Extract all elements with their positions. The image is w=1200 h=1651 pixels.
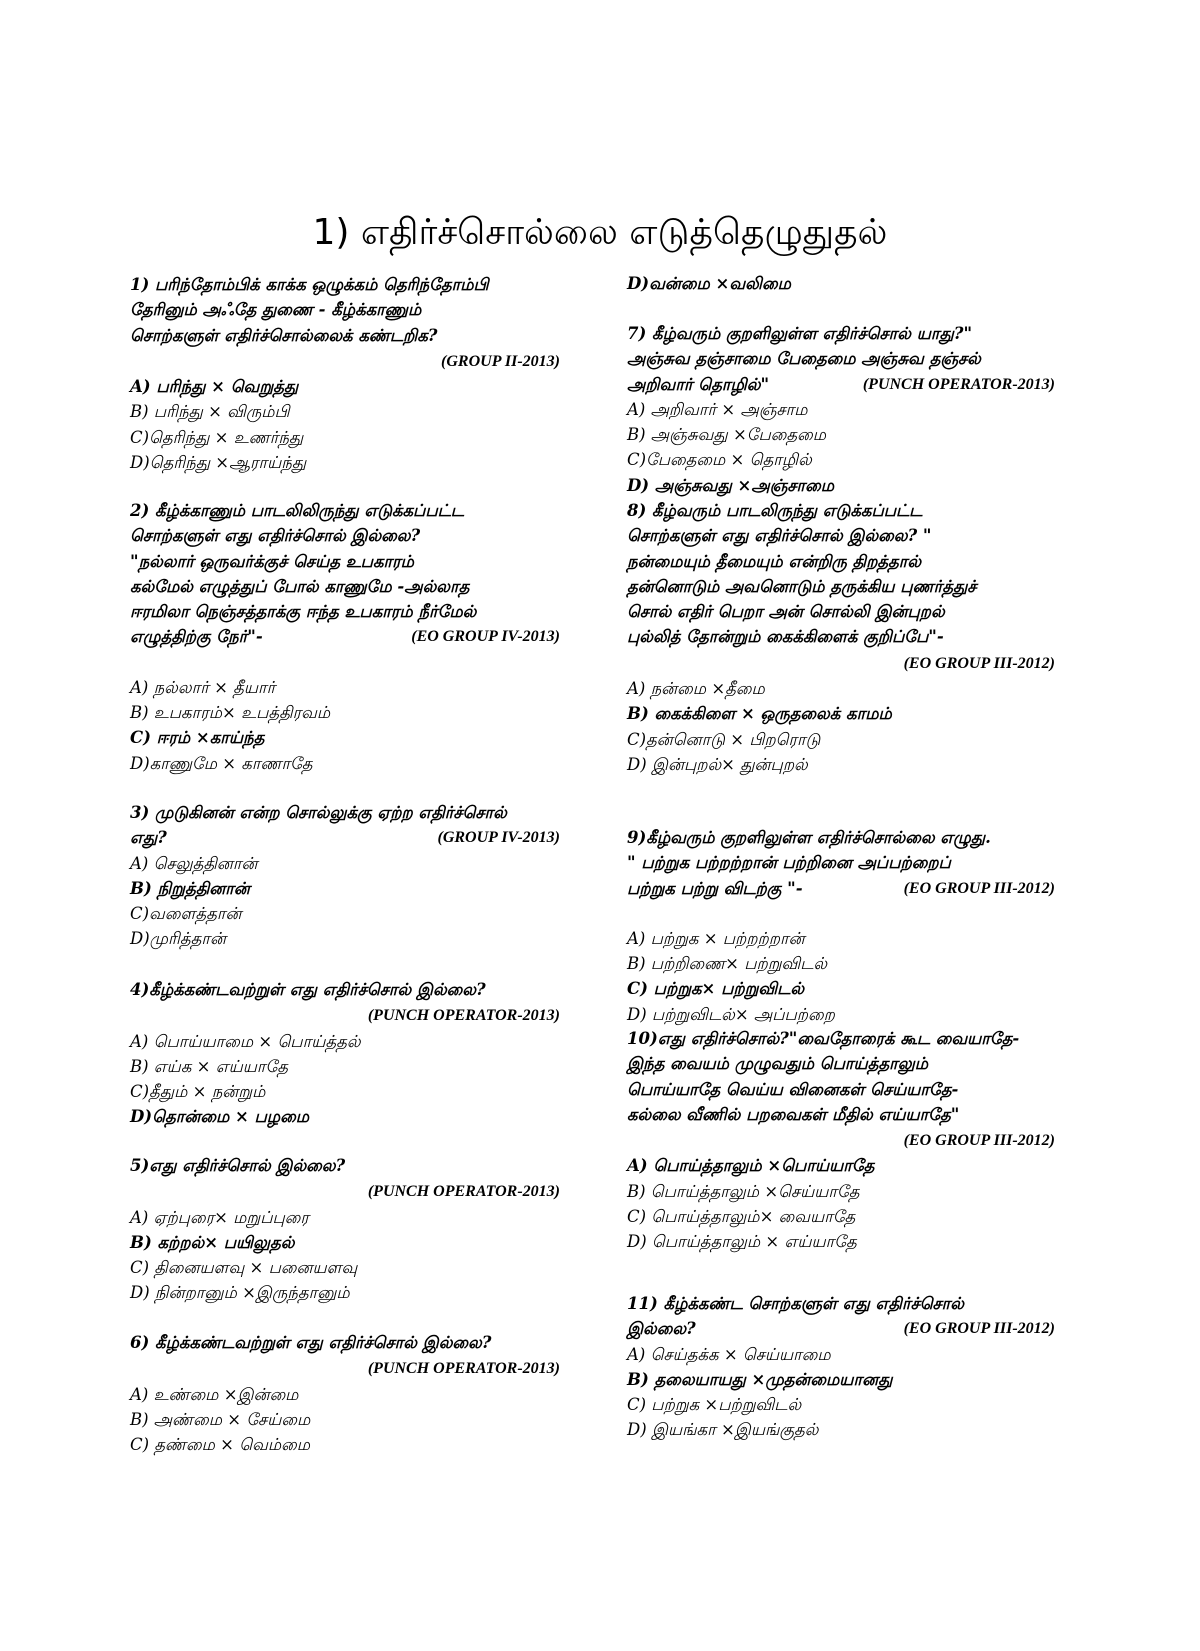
question-text: "நல்லார் ஒருவர்க்குச் செய்த உபகாரம் <box>130 551 414 571</box>
answer-option: D)காணுமே × காணாதே <box>130 753 313 773</box>
answer-option: B) பொய்த்தாலும் ×செய்யாதே <box>627 1181 860 1201</box>
exam-source: (PUNCH OPERATOR-2013) <box>367 1183 560 1201</box>
exam-source: (GROUP II-2013) <box>441 352 560 370</box>
answer-option: B) எய்க × எய்யாதே <box>130 1056 288 1076</box>
question-text: சொல் எதிர் பெறா அன் சொல்லி இன்புறல் <box>627 602 945 622</box>
question-stem-line <box>627 624 1055 649</box>
answer-option: D) பொய்த்தாலும் × எய்யாதே <box>627 1232 857 1252</box>
question-text: கல்மேல் எழுத்துப் போல் காணுமே -அல்லாத <box>130 576 470 596</box>
question-text: 3) முடுகினன் என்ற சொல்லுக்கு ஏற்ற எதிர்ச்சொல் <box>130 803 507 822</box>
question-block-11 <box>627 1291 1055 1443</box>
answer-option: B) தலையாயது ×முதன்மையானது <box>627 1369 893 1389</box>
question-text: பற்றுக பற்று விடற்கு "- <box>627 878 803 898</box>
exam-source-line <box>627 650 1055 676</box>
answer-option: C) பற்றுக ×பற்றுவிடல் <box>627 1395 802 1415</box>
question-text: 2) கீழ்க்காணும் பாடலிலிருந்து எடுக்கப்பட்ட <box>130 501 464 520</box>
question-text: அறிவார் தொழில்" <box>627 374 770 394</box>
answer-option: D)தொன்மை × பழமை <box>130 1107 309 1127</box>
answer-option: C)வளைத்தான் <box>130 904 242 924</box>
answer-option: B) பற்றிணை× பற்றுவிடல் <box>627 954 828 974</box>
question-stem-line <box>130 523 560 548</box>
page-title: 1) எதிர்ச்சொல்லை எடுத்தெழுதுதல் <box>312 212 888 253</box>
question-stem-line <box>130 977 560 1002</box>
exam-source: (GROUP IV-2013) <box>437 829 560 847</box>
question-stem-line <box>627 1316 1055 1341</box>
question-stem-line <box>627 574 1055 599</box>
question-text: இந்த வையம் முழுவதும் பொய்த்தாலும் <box>627 1054 929 1074</box>
question-block-6 <box>130 1330 560 1457</box>
question-stem-line <box>130 549 560 574</box>
exam-source: (PUNCH OPERATOR-2013) <box>367 1007 560 1025</box>
exam-source-line <box>130 348 560 374</box>
question-stem-line <box>627 1291 1055 1316</box>
answer-option: B) பரிந்து × விரும்பி <box>130 402 290 422</box>
answer-option: A) உண்மை ×இன்மை <box>130 1384 299 1404</box>
question-stem-line <box>627 372 1055 397</box>
answer-option: C)தன்னொடு × பிறரொடு <box>627 729 821 749</box>
answer-option: D) இன்புறல்× துன்புறல் <box>627 754 808 774</box>
answer-option: A) ஏற்புரை× மறுப்புரை <box>130 1207 309 1227</box>
question-stem-line <box>627 876 1055 901</box>
question-stem-line <box>627 346 1055 371</box>
question-block-7 <box>627 321 1055 498</box>
answer-option: C)பேதைமை × தொழில் <box>627 450 812 470</box>
question-stem-line <box>130 272 560 297</box>
question-stem-line <box>627 321 1055 346</box>
exam-source-line <box>130 1355 560 1381</box>
question-stem-line <box>627 1026 1055 1051</box>
question-block-8 <box>627 498 1055 777</box>
answer-option: A) பற்றுக × பற்றற்றான் <box>627 928 805 948</box>
answer-option: C) பற்றுக× பற்றுவிடல் <box>627 979 805 999</box>
question-block-5 <box>130 1153 560 1306</box>
question-text: சொற்களுள் எது எதிர்ச்சொல் இல்லை? " <box>627 526 932 546</box>
answer-option: B) உபகாரம்× உபத்திரவம் <box>130 703 331 723</box>
answer-option: D) இயங்கா ×இயங்குதல் <box>627 1420 819 1440</box>
question-text: தன்னொடும் அவனொடும் தருக்கிய புணர்த்துச் <box>627 576 977 596</box>
exam-source: (EO GROUP III-2012) <box>903 1320 1055 1338</box>
question-stem-line <box>130 825 560 850</box>
answer-option: A) செலுத்தினான் <box>130 853 258 873</box>
answer-option: A) செய்தக்க × செய்யாமை <box>627 1344 831 1364</box>
question-text: புல்லித் தோன்றும் கைக்கிளைக் குறிப்பே"- <box>627 627 944 647</box>
answer-option: C) பொய்த்தாலும்× வையாதே <box>627 1207 856 1227</box>
exam-source: (PUNCH OPERATOR-2013) <box>862 375 1055 393</box>
exam-source: (EO GROUP III-2012) <box>903 879 1055 897</box>
question-stem-line <box>130 800 560 825</box>
question-stem-line <box>130 599 560 624</box>
question-stem-line <box>130 498 560 523</box>
spacer <box>130 650 560 675</box>
question-text: 5)எது எதிர்ச்சொல் இல்லை? <box>130 1156 346 1175</box>
question-block-3 <box>130 800 560 952</box>
question-text: 10)எது எதிர்ச்சொல்?"வைதோரைக் கூட வையாதே- <box>627 1029 1020 1048</box>
question-text: சொற்களுள் எது எதிர்ச்சொல் இல்லை? <box>130 526 421 546</box>
question-text: நன்மையும் தீமையும் என்றிரு திறத்தால் <box>627 551 922 571</box>
answer-option: C) தினையளவு × பனையளவு <box>130 1258 358 1278</box>
answer-option: A) அறிவார் × அஞ்சாம <box>627 399 808 419</box>
answer-option: B) நிறுத்தினான் <box>130 878 250 898</box>
question-text: 6) கீழ்க்கண்டவற்றுள் எது எதிர்ச்சொல் இல்லை? <box>130 1333 492 1352</box>
answer-option: D) அஞ்சுவது ×அஞ்சாமை <box>627 475 835 495</box>
question-text: 8) கீழ்வரும் பாடலிருந்து எடுக்கப்பட்ட <box>627 501 923 520</box>
question-stem-line <box>130 624 560 649</box>
answer-option: C)தெரிந்து × உணர்ந்து <box>130 427 304 447</box>
question-text: இல்லை? <box>627 1319 696 1339</box>
exam-source-line <box>627 1127 1055 1153</box>
answer-option: C)தீதும் × நன்றும் <box>130 1082 266 1102</box>
question-stem-line <box>627 850 1055 875</box>
question-text: தேரினும் அஃதே துணை - கீழ்க்காணும் <box>130 300 422 320</box>
answer-option: A) பொய்த்தாலும் ×பொய்யாதே <box>627 1156 875 1176</box>
answer-option: B) அண்மை × சேய்மை <box>130 1409 311 1429</box>
question-stem-line <box>627 498 1055 523</box>
answer-option: D)வன்மை ×வலிமை <box>627 274 791 293</box>
question-block-1 <box>130 272 560 475</box>
question-stem-line <box>130 1153 560 1178</box>
question-stem-line <box>130 1330 560 1355</box>
question-block-4 <box>130 977 560 1130</box>
answer-option: B) அஞ்சுவது ×பேதைமை <box>627 425 827 445</box>
answer-option: A) பொய்யாமை × பொய்த்தல் <box>130 1031 361 1051</box>
question-text: கல்லை வீணில் பறவைகள் மீதில் எய்யாதே" <box>627 1104 960 1124</box>
question-stem-line <box>627 1051 1055 1076</box>
answer-option: B) கற்றல்× பயிலுதல் <box>130 1232 295 1252</box>
question-text: 1) பரிந்தோம்பிக் காக்க ஒழுக்கம் தெரிந்தோம்பி <box>130 275 489 294</box>
answer-option: A) நன்மை ×தீமை <box>627 679 765 699</box>
question-stem-line <box>627 1102 1055 1127</box>
question-stem-line <box>627 549 1055 574</box>
spacer <box>627 901 1055 926</box>
question-text: எது? <box>130 828 167 848</box>
exam-source: (EO GROUP IV-2013) <box>411 628 560 646</box>
question-text: பொய்யாதே வெய்ய வினைகள் செய்யாதே- <box>627 1079 959 1099</box>
question-text: 11) கீழ்க்கண்ட சொற்களுள் எது எதிர்ச்சொல் <box>627 1294 965 1313</box>
answer-option: D)முரித்தான் <box>130 929 226 949</box>
answer-option: A) பரிந்து × வெறுத்து <box>130 377 299 397</box>
question-text: 4)கீழ்க்கண்டவற்றுள் எது எதிர்ச்சொல் இல்லை? <box>130 980 486 999</box>
exam-source-line <box>130 1178 560 1204</box>
exam-source-line <box>130 1002 560 1028</box>
question-block-2 <box>130 498 560 776</box>
question-stem-line <box>130 323 560 348</box>
question-block-6 <box>627 271 1055 296</box>
exam-source: (PUNCH OPERATOR-2013) <box>367 1360 560 1378</box>
question-text: எழுத்திற்கு நேர்"- <box>130 627 263 647</box>
answer-option: D)தெரிந்து ×ஆராய்ந்து <box>130 453 307 473</box>
answer-option: C) தண்மை × வெம்மை <box>130 1435 311 1455</box>
answer-option: C) ஈரம் ×காய்ந்த <box>130 728 265 748</box>
question-stem-line <box>130 297 560 322</box>
exam-source: (EO GROUP III-2012) <box>903 1132 1055 1150</box>
question-block-10 <box>627 1026 1055 1255</box>
question-stem-line <box>627 1077 1055 1102</box>
question-block-9 <box>627 825 1055 1027</box>
question-text: அஞ்சுவ தஞ்சாமை பேதைமை அஞ்சுவ தஞ்சல் <box>627 349 981 369</box>
question-text: ஈரமிலா நெஞ்சத்தாக்கு ஈந்த உபகாரம் நீர்மேல் <box>130 602 477 622</box>
question-stem-line <box>130 574 560 599</box>
question-text: 9)கீழ்வரும் குறளிலுள்ள எதிர்ச்சொல்லை எழுது. <box>627 828 991 847</box>
question-stem-line <box>627 825 1055 850</box>
answer-option: A) நல்லார் × தீயார் <box>130 677 276 697</box>
question-stem-line <box>627 599 1055 624</box>
question-stem-line <box>627 523 1055 548</box>
question-text: 7) கீழ்வரும் குறளிலுள்ள எதிர்ச்சொல் யாது?" <box>627 324 973 343</box>
answer-option: D) பற்றுவிடல்× அப்பற்றை <box>627 1004 835 1024</box>
exam-source: (EO GROUP III-2012) <box>903 654 1055 672</box>
question-text: சொற்களுள் எதிர்ச்சொல்லைக் கண்டறிக? <box>130 325 438 345</box>
question-text: " பற்றுக பற்றற்றான் பற்றினை அப்பற்றைப் <box>627 853 951 873</box>
answer-option: B) கைக்கிளை × ஒருதலைக் காமம் <box>627 704 892 724</box>
answer-option: D) நின்றானும் ×இருந்தானும் <box>130 1283 350 1303</box>
